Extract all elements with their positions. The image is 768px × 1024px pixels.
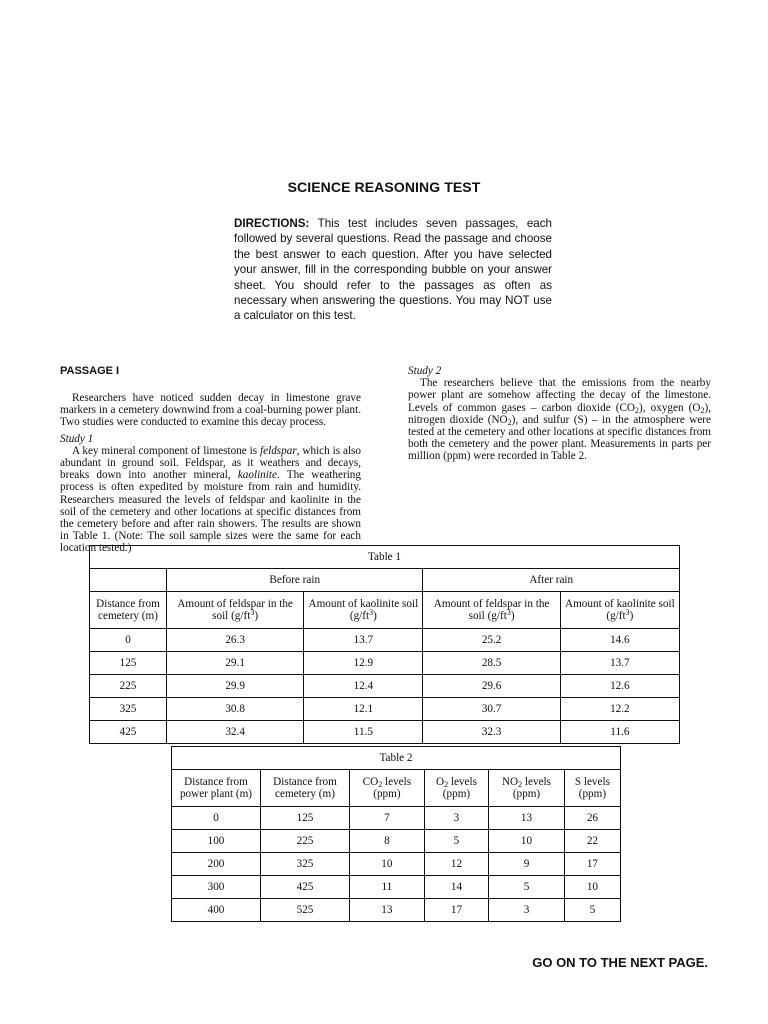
table-cell: 12.9 xyxy=(304,652,423,675)
table-cell: 5 xyxy=(564,899,620,922)
sub-2: 2 xyxy=(507,417,512,427)
table-cell: 325 xyxy=(261,853,350,876)
table1-caption: Table 1 xyxy=(90,546,680,569)
header-levels: levels xyxy=(450,776,477,788)
table-row xyxy=(90,721,680,744)
header-close: ) xyxy=(254,610,259,622)
sup-3: 3 xyxy=(506,608,511,617)
table2-col-co2 xyxy=(350,770,425,807)
table-cell: 400 xyxy=(172,899,261,922)
sub-2: 2 xyxy=(518,780,523,789)
table-row xyxy=(172,807,621,830)
table-cell: 32.4 xyxy=(167,721,304,744)
table-row xyxy=(172,853,621,876)
table-cell: 32.3 xyxy=(423,721,560,744)
header-close: ) xyxy=(510,610,515,622)
table-cell: 29.6 xyxy=(423,675,560,698)
passage-column-right xyxy=(408,365,711,463)
header-close: ) xyxy=(629,610,634,622)
header-text: O xyxy=(435,776,445,788)
header-close: ) xyxy=(373,610,377,622)
table-cell: 12.4 xyxy=(304,675,423,698)
study1-text-b: , which is also abundant in ground soil. Feldspar, as it weathers and decays, breaks down into another mineral, xyxy=(60,444,362,482)
directions-text: This test includes seven passages, each followed by several questions. Read the passage and choose the best answer to each question. After you have selected your answer, fill in the corresponding bubble on your answer sheet. You should refer to the passages as often as necessary when answering the questions. You may NOT use a calculator on this test. xyxy=(234,217,552,323)
term-feldspar: feldspar xyxy=(260,444,297,457)
table1-col-feldspar-before xyxy=(167,592,304,629)
sup-3: 3 xyxy=(625,608,630,617)
sub-2: 2 xyxy=(635,405,640,415)
table-cell: 0 xyxy=(90,629,167,652)
term-kaolinite: kaolinite xyxy=(237,469,277,482)
study2-text-a: The researchers believe that the emissions from the nearby power plant are somehow affecting the decay of the limestone. Levels of common gases – carbon dioxide (CO xyxy=(408,377,711,414)
table1-blank-cell xyxy=(90,569,167,592)
table-cell: 0 xyxy=(172,807,261,830)
table-cell: 13.7 xyxy=(304,629,423,652)
study1-text-a: A key mineral component of limestone is xyxy=(72,444,261,457)
header-levels: levels xyxy=(524,776,552,788)
table-cell: 13.7 xyxy=(560,652,679,675)
study1-title: Study 1 xyxy=(60,432,94,445)
table2-caption: Table 2 xyxy=(172,747,621,770)
table1-group-after: After rain xyxy=(423,569,680,592)
table-row xyxy=(90,698,680,721)
table1-col-feldspar-after xyxy=(423,592,560,629)
table-cell: 13 xyxy=(350,899,425,922)
table-cell: 11.6 xyxy=(560,721,679,744)
table-cell: 125 xyxy=(90,652,167,675)
table-cell: 5 xyxy=(424,830,488,853)
table-cell: 29.9 xyxy=(167,675,304,698)
header-text: Amount of feldspar in the soil (g/ft xyxy=(433,598,550,622)
study2-text-c: ), nitrogen dioxide (NO xyxy=(408,401,711,426)
header-text: Amount of kaolinite soil (g/ft xyxy=(308,598,419,622)
table-cell: 17 xyxy=(564,853,620,876)
table-cell: 26.3 xyxy=(167,629,304,652)
study2-title: Study 2 xyxy=(408,365,442,377)
table-cell: 3 xyxy=(424,807,488,830)
table-row xyxy=(172,899,621,922)
directions xyxy=(234,216,552,324)
table-cell: 9 xyxy=(489,853,565,876)
table-cell: 200 xyxy=(172,853,261,876)
table-cell: 30.7 xyxy=(423,698,560,721)
table-row xyxy=(172,876,621,899)
table2-col-cemetery: Distance from cemetery (m) xyxy=(261,770,350,807)
table-cell: 11 xyxy=(350,876,425,899)
table-cell: 10 xyxy=(489,830,565,853)
table-cell: 17 xyxy=(424,899,488,922)
study1-text-c: . The weathering process is often expedited by moisture from rain and humidity. Researchers measured the levels of feldspar and kaolinite in the soil of the cemetery and other locations at specific distances from the cemetery before and after rain showers. The results are shown in Table 1. (Note: The soil sample sizes were the same for each location tested.) xyxy=(60,469,361,555)
table-cell: 100 xyxy=(172,830,261,853)
study2-text xyxy=(408,377,711,462)
passage-column-left xyxy=(60,392,361,555)
study2-text-d: ), and sulfur (S) – in the atmosphere were tested at the cemetery and other locations at specific distances from both the cemetery and the power plant. Measurements in parts per million (ppm) were recorded in Table 2. xyxy=(408,413,711,463)
table-row xyxy=(90,675,680,698)
table-cell: 25.2 xyxy=(423,629,560,652)
next-page-footer: GO ON TO THE NEXT PAGE. xyxy=(532,955,708,970)
sub-2: 2 xyxy=(378,780,383,789)
header-unit: (ppm) xyxy=(578,788,607,800)
table-cell: 14 xyxy=(424,876,488,899)
table-cell: 22 xyxy=(564,830,620,853)
table-cell: 29.1 xyxy=(167,652,304,675)
table-cell: 325 xyxy=(90,698,167,721)
sub-2: 2 xyxy=(700,405,705,415)
table-cell: 30.8 xyxy=(167,698,304,721)
sub-2: 2 xyxy=(444,780,449,789)
table-1 xyxy=(89,545,680,744)
table1-col-kaolinite-before xyxy=(304,592,423,629)
table-cell: 12.2 xyxy=(560,698,679,721)
directions-label: DIRECTIONS: xyxy=(234,217,310,230)
table-cell: 225 xyxy=(90,675,167,698)
table-cell: 12.6 xyxy=(560,675,679,698)
table-cell: 26 xyxy=(564,807,620,830)
header-text: CO xyxy=(362,776,379,788)
table-cell: 12.1 xyxy=(304,698,423,721)
header-text: Amount of feldspar in the soil (g/ft xyxy=(177,598,293,622)
table-row xyxy=(90,629,680,652)
table-cell: 10 xyxy=(564,876,620,899)
table2-col-no2 xyxy=(489,770,565,807)
study1-text xyxy=(60,445,361,555)
table2-col-plant: Distance from power plant (m) xyxy=(172,770,261,807)
table1-col-distance: Distance from cemetery (m) xyxy=(90,592,167,629)
header-text: NO xyxy=(501,776,519,788)
table-cell: 28.5 xyxy=(423,652,560,675)
table-cell: 5 xyxy=(489,876,565,899)
header-unit: (ppm) xyxy=(512,788,541,800)
header-unit: (ppm) xyxy=(442,788,471,800)
table-cell: 11.5 xyxy=(304,721,423,744)
table-cell: 10 xyxy=(350,853,425,876)
table-cell: 12 xyxy=(424,853,488,876)
table-2 xyxy=(171,746,621,922)
table2-col-o2 xyxy=(424,770,488,807)
passage-heading: PASSAGE I xyxy=(60,365,120,377)
table1-col-kaolinite-after xyxy=(560,592,679,629)
table-cell: 13 xyxy=(489,807,565,830)
table-cell: 14.6 xyxy=(560,629,679,652)
table-cell: 525 xyxy=(261,899,350,922)
table-row xyxy=(90,652,680,675)
header-levels: levels xyxy=(385,776,412,788)
table-cell: 125 xyxy=(261,807,350,830)
header-text: S levels xyxy=(574,776,610,788)
sup-3: 3 xyxy=(250,608,255,617)
table-cell: 7 xyxy=(350,807,425,830)
header-unit: (ppm) xyxy=(373,788,401,800)
table2-col-s xyxy=(564,770,620,807)
passage-intro: Researchers have noticed sudden decay in limestone grave markers in a cemetery downwind from a coal-burning power plant. Two studies were conducted to examine this decay process. xyxy=(60,392,361,429)
header-text: Amount of kaolinite soil (g/ft xyxy=(565,598,675,622)
table-cell: 225 xyxy=(261,830,350,853)
page-title: SCIENCE REASONING TEST xyxy=(287,179,481,195)
table-cell: 425 xyxy=(261,876,350,899)
table-cell: 300 xyxy=(172,876,261,899)
table-cell: 3 xyxy=(489,899,565,922)
study2-text-b: ), oxygen (O xyxy=(639,401,701,414)
table1-group-before: Before rain xyxy=(167,569,423,592)
table-cell: 425 xyxy=(90,721,167,744)
sup-3: 3 xyxy=(369,608,374,617)
table-cell: 8 xyxy=(350,830,425,853)
table-row xyxy=(172,830,621,853)
